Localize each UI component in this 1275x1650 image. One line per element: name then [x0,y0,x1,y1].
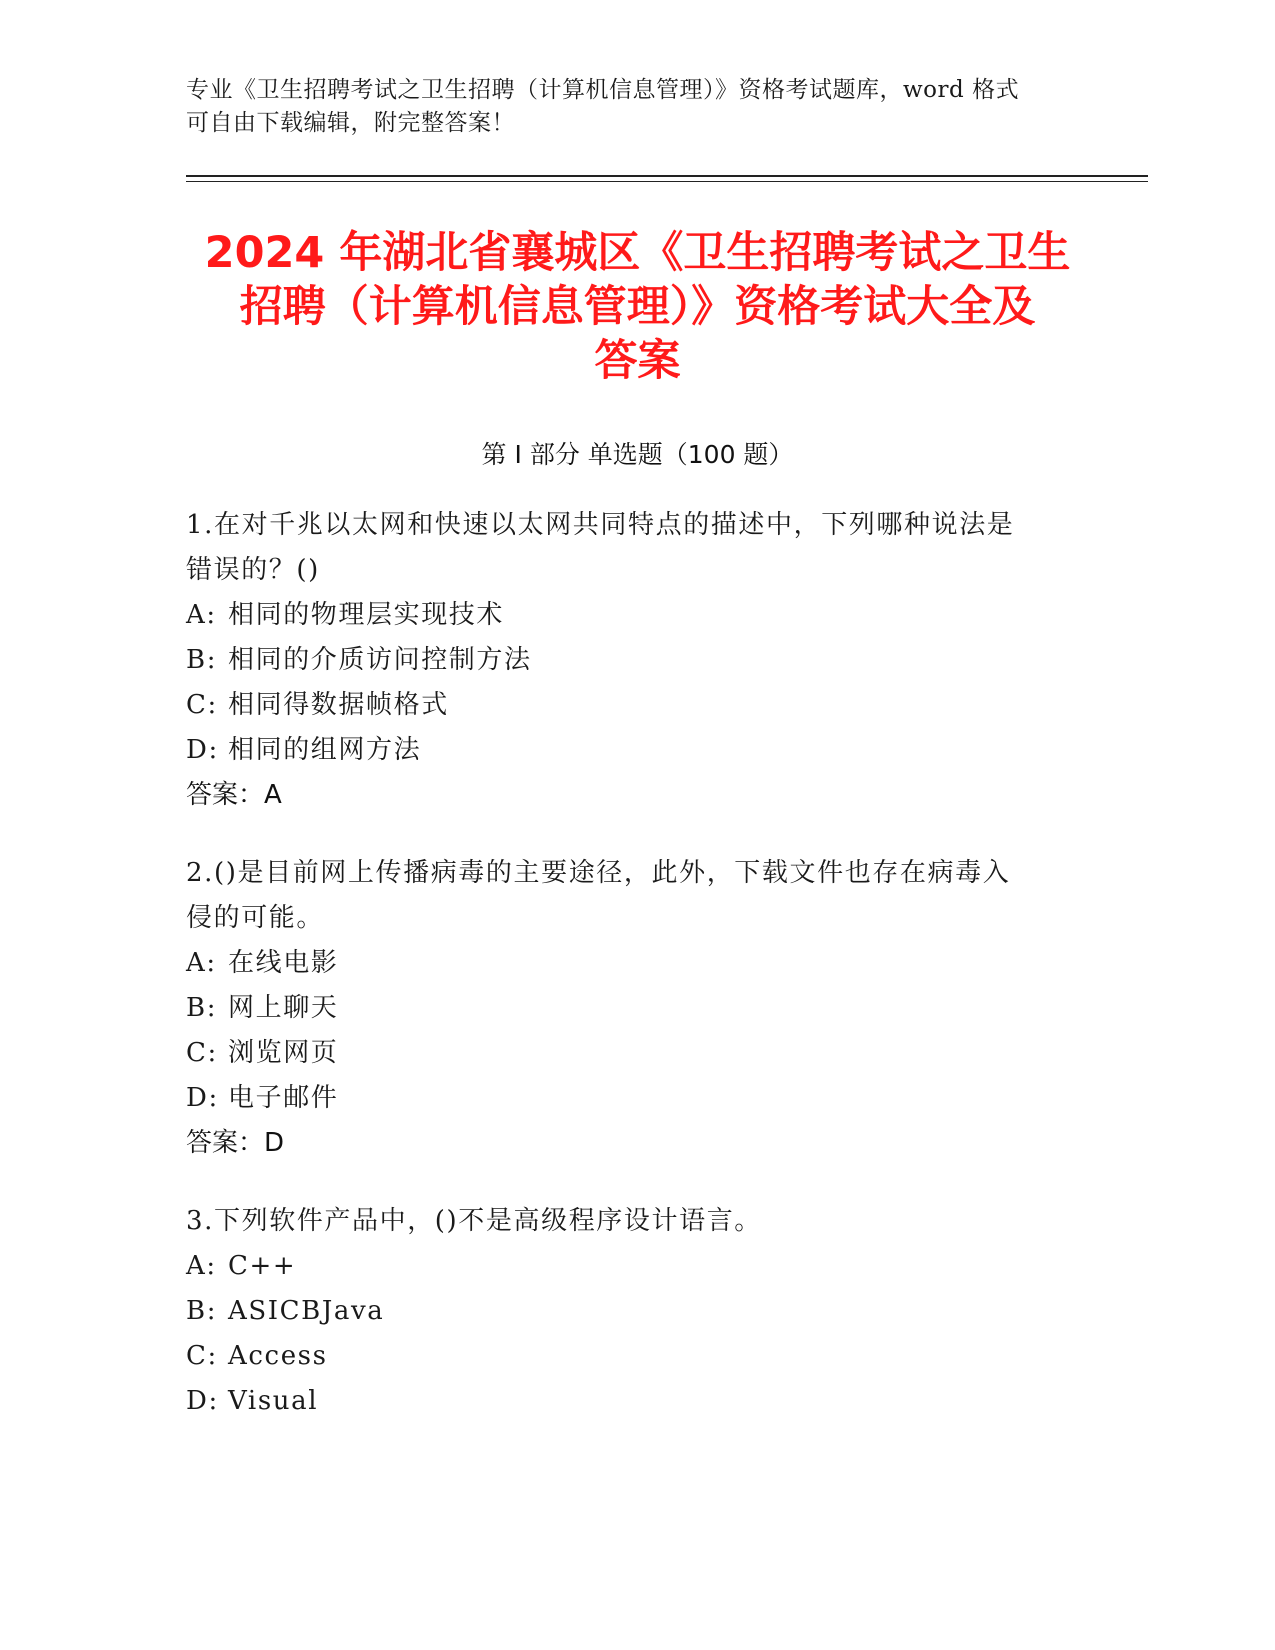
option-key: D: [186,735,219,765]
header-divider-thin [186,181,1148,182]
option-c [186,1031,1066,1076]
header-note [186,74,1066,140]
answer-line: 答案：D [186,1128,285,1158]
answer-line: 答案：A [186,780,282,810]
question-stem-line: 1.在对千兆以太网和快速以太网共同特点的描述中，下列哪种说法是 [186,510,1015,540]
document-title-line: 招聘（计算机信息管理）》资格考试大全及 [239,282,1036,332]
header-divider-thick [186,175,1148,177]
question-2 [186,851,1066,1166]
option-c [186,683,1066,728]
question-1 [186,503,1066,818]
option-text: Visual [228,1386,319,1416]
option-key: A: [186,1251,217,1281]
option-a [186,1244,1066,1289]
option-text: C++ [228,1251,297,1281]
option-key: A: [186,600,217,630]
question-stem [186,1199,1066,1244]
option-text: 浏览网页 [228,1038,339,1068]
option-key: B: [186,645,218,675]
option-b [186,986,1066,1031]
document-title-line: 2024 年湖北省襄城区《卫生招聘考试之卫生 [204,228,1071,278]
option-key: B: [186,993,218,1023]
option-d [186,1379,1066,1424]
option-a [186,593,1066,638]
option-d [186,1076,1066,1121]
option-b [186,1289,1066,1334]
header-note-line: 专业《卫生招聘考试之卫生招聘（计算机信息管理）》资格考试题库，word 格式 [186,77,1020,103]
option-text: Access [228,1341,328,1371]
section-title: 第 I 部分 单选题（100 题） [481,440,794,469]
option-b [186,638,1066,683]
option-d [186,728,1066,773]
option-text: 相同得数据帧格式 [228,690,449,720]
question-stem-line: 3.下列软件产品中，()不是高级程序设计语言。 [186,1206,762,1236]
document-title-line: 答案 [594,336,681,386]
header-note-line: 可自由下载编辑，附完整答案！ [186,110,515,136]
question-stem [186,851,1066,941]
option-text: 电子邮件 [228,1083,339,1113]
option-text: 相同的物理层实现技术 [228,600,505,630]
option-text: ASICBJava [228,1296,385,1326]
option-key: C: [186,1341,218,1371]
question-stem [186,503,1066,593]
option-key: D: [186,1386,219,1416]
option-key: C: [186,1038,218,1068]
question-stem-line: 错误的？() [186,555,320,585]
option-key: C: [186,690,218,720]
option-key: B: [186,1296,218,1326]
document-title [150,226,1125,388]
option-text: 相同的介质访问控制方法 [228,645,532,675]
option-a [186,941,1066,986]
question-stem-line: 2.()是目前网上传播病毒的主要途径，此外，下载文件也存在病毒入 [186,858,1011,888]
question-stem-line: 侵的可能。 [186,903,325,933]
option-text: 网上聊天 [228,993,339,1023]
question-3 [186,1199,1066,1424]
option-text: 在线电影 [228,948,339,978]
option-key: A: [186,948,217,978]
option-c [186,1334,1066,1379]
option-key: D: [186,1083,219,1113]
option-text: 相同的组网方法 [228,735,422,765]
